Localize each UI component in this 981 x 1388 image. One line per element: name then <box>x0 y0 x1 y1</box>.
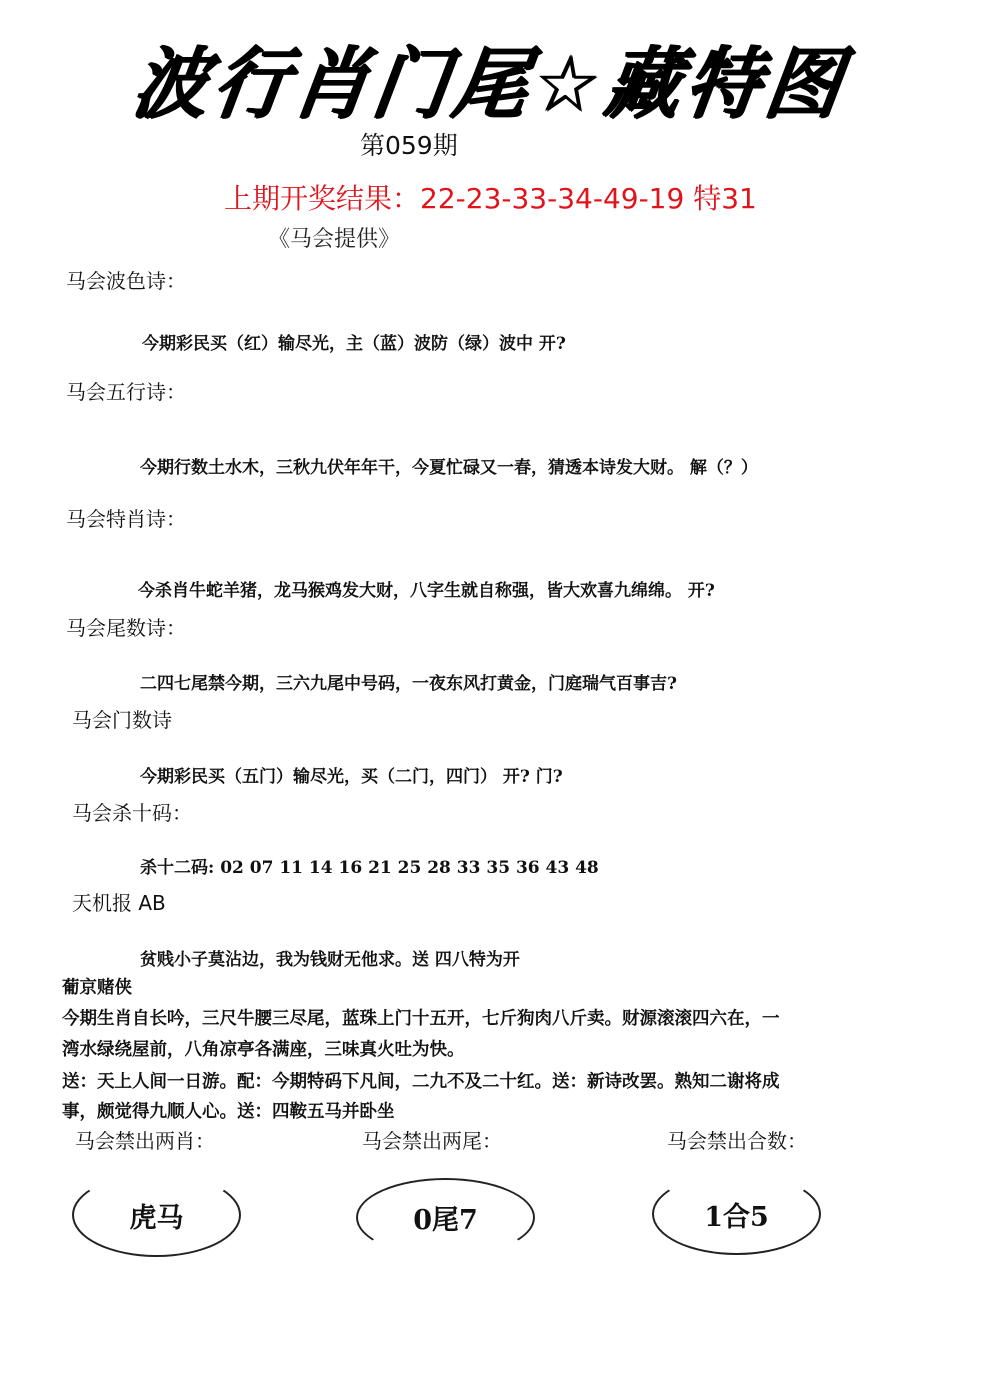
poem-tianji: 贫贱小子莫沾边，我为钱财无他求。送 四八特为开 <box>140 950 520 970</box>
section-heading-kill-ten: 马会杀十码： <box>72 801 192 825</box>
provider-label: 《马会提供》 <box>268 227 401 252</box>
poem-five-elements: 今期行数土水木，三秋九伏年年干，今夏忙碌又一春，猜透本诗发大财。 解（？） <box>140 458 758 478</box>
ban-tail-oval <box>356 1178 535 1257</box>
last-result <box>224 177 757 217</box>
ban-sum-value: 1合5 <box>704 1201 769 1233</box>
section-heading-special-zodiac: 马会特肖诗： <box>66 507 186 531</box>
poem-special-zodiac: 今杀肖牛蛇羊猪，龙马猴鸡发大财，八字生就自称强，皆大欢喜九绵绵。 开? <box>138 581 715 601</box>
kill-numbers-line: 杀十二码: 02 07 11 14 16 21 25 28 33 35 36 43 48 <box>140 858 599 878</box>
poem-tail-number: 二四七尾禁今期，三六九尾中号码，一夜东风打黄金，门庭瑞气百事吉? <box>140 674 677 694</box>
issue-number: 第059期 <box>360 131 458 160</box>
section-heading-gambler: 葡京赌侠 <box>62 978 132 998</box>
section-heading-five-elements: 马会五行诗： <box>66 380 186 404</box>
ban-zodiac-label: 马会禁出两肖： <box>75 1129 215 1153</box>
poem-door-number: 今期彩民买（五门）输尽光，买（二门，四门） 开? 门? <box>140 767 563 787</box>
gambler-line-1: 今期生肖自长吟，三尺牛腰三尽尾，蓝珠上门十五开，七斤狗肉八斤卖。财源滚滚四六在，一 <box>62 1009 780 1029</box>
gambler-line-2: 湾水绿绕屋前，八角凉亭各满座，三味真火吐为快。 <box>62 1040 465 1060</box>
ban-sum-oval <box>652 1173 821 1255</box>
ban-tail-label: 马会禁出两尾： <box>362 1129 502 1153</box>
special-number: 特31 <box>693 182 757 215</box>
ban-zodiac-value: 虎马 <box>129 1202 184 1234</box>
ban-tail-value: 0尾7 <box>413 1205 478 1236</box>
section-heading-tail-number: 马会尾数诗： <box>66 616 186 640</box>
section-heading-tianji: 天机报 AB <box>72 891 166 915</box>
poem-wave-color: 今期彩民买（红）输尽光，主（蓝）波防（绿）波中 开? <box>142 334 566 354</box>
last-result-numbers: 22-23-33-34-49-19 <box>420 182 685 215</box>
last-result-label: 上期开奖结果： <box>224 182 421 215</box>
section-heading-wave-color: 马会波色诗： <box>66 269 186 293</box>
gambler-line-3: 送：天上人间一日游。配：今期特码下凡间，二九不及二十红。送：新诗改罢。熟知二谢将成 <box>62 1072 780 1092</box>
ban-sum-label: 马会禁出合数： <box>667 1129 807 1153</box>
section-heading-door-number: 马会门数诗 <box>72 708 172 732</box>
ban-zodiac-oval <box>72 1173 241 1257</box>
page-title: 波行肖门尾☆藏特图 <box>127 39 853 130</box>
gambler-line-4: 事，颇觉得九顺人心。送：四鞍五马并卧坐 <box>62 1102 395 1122</box>
